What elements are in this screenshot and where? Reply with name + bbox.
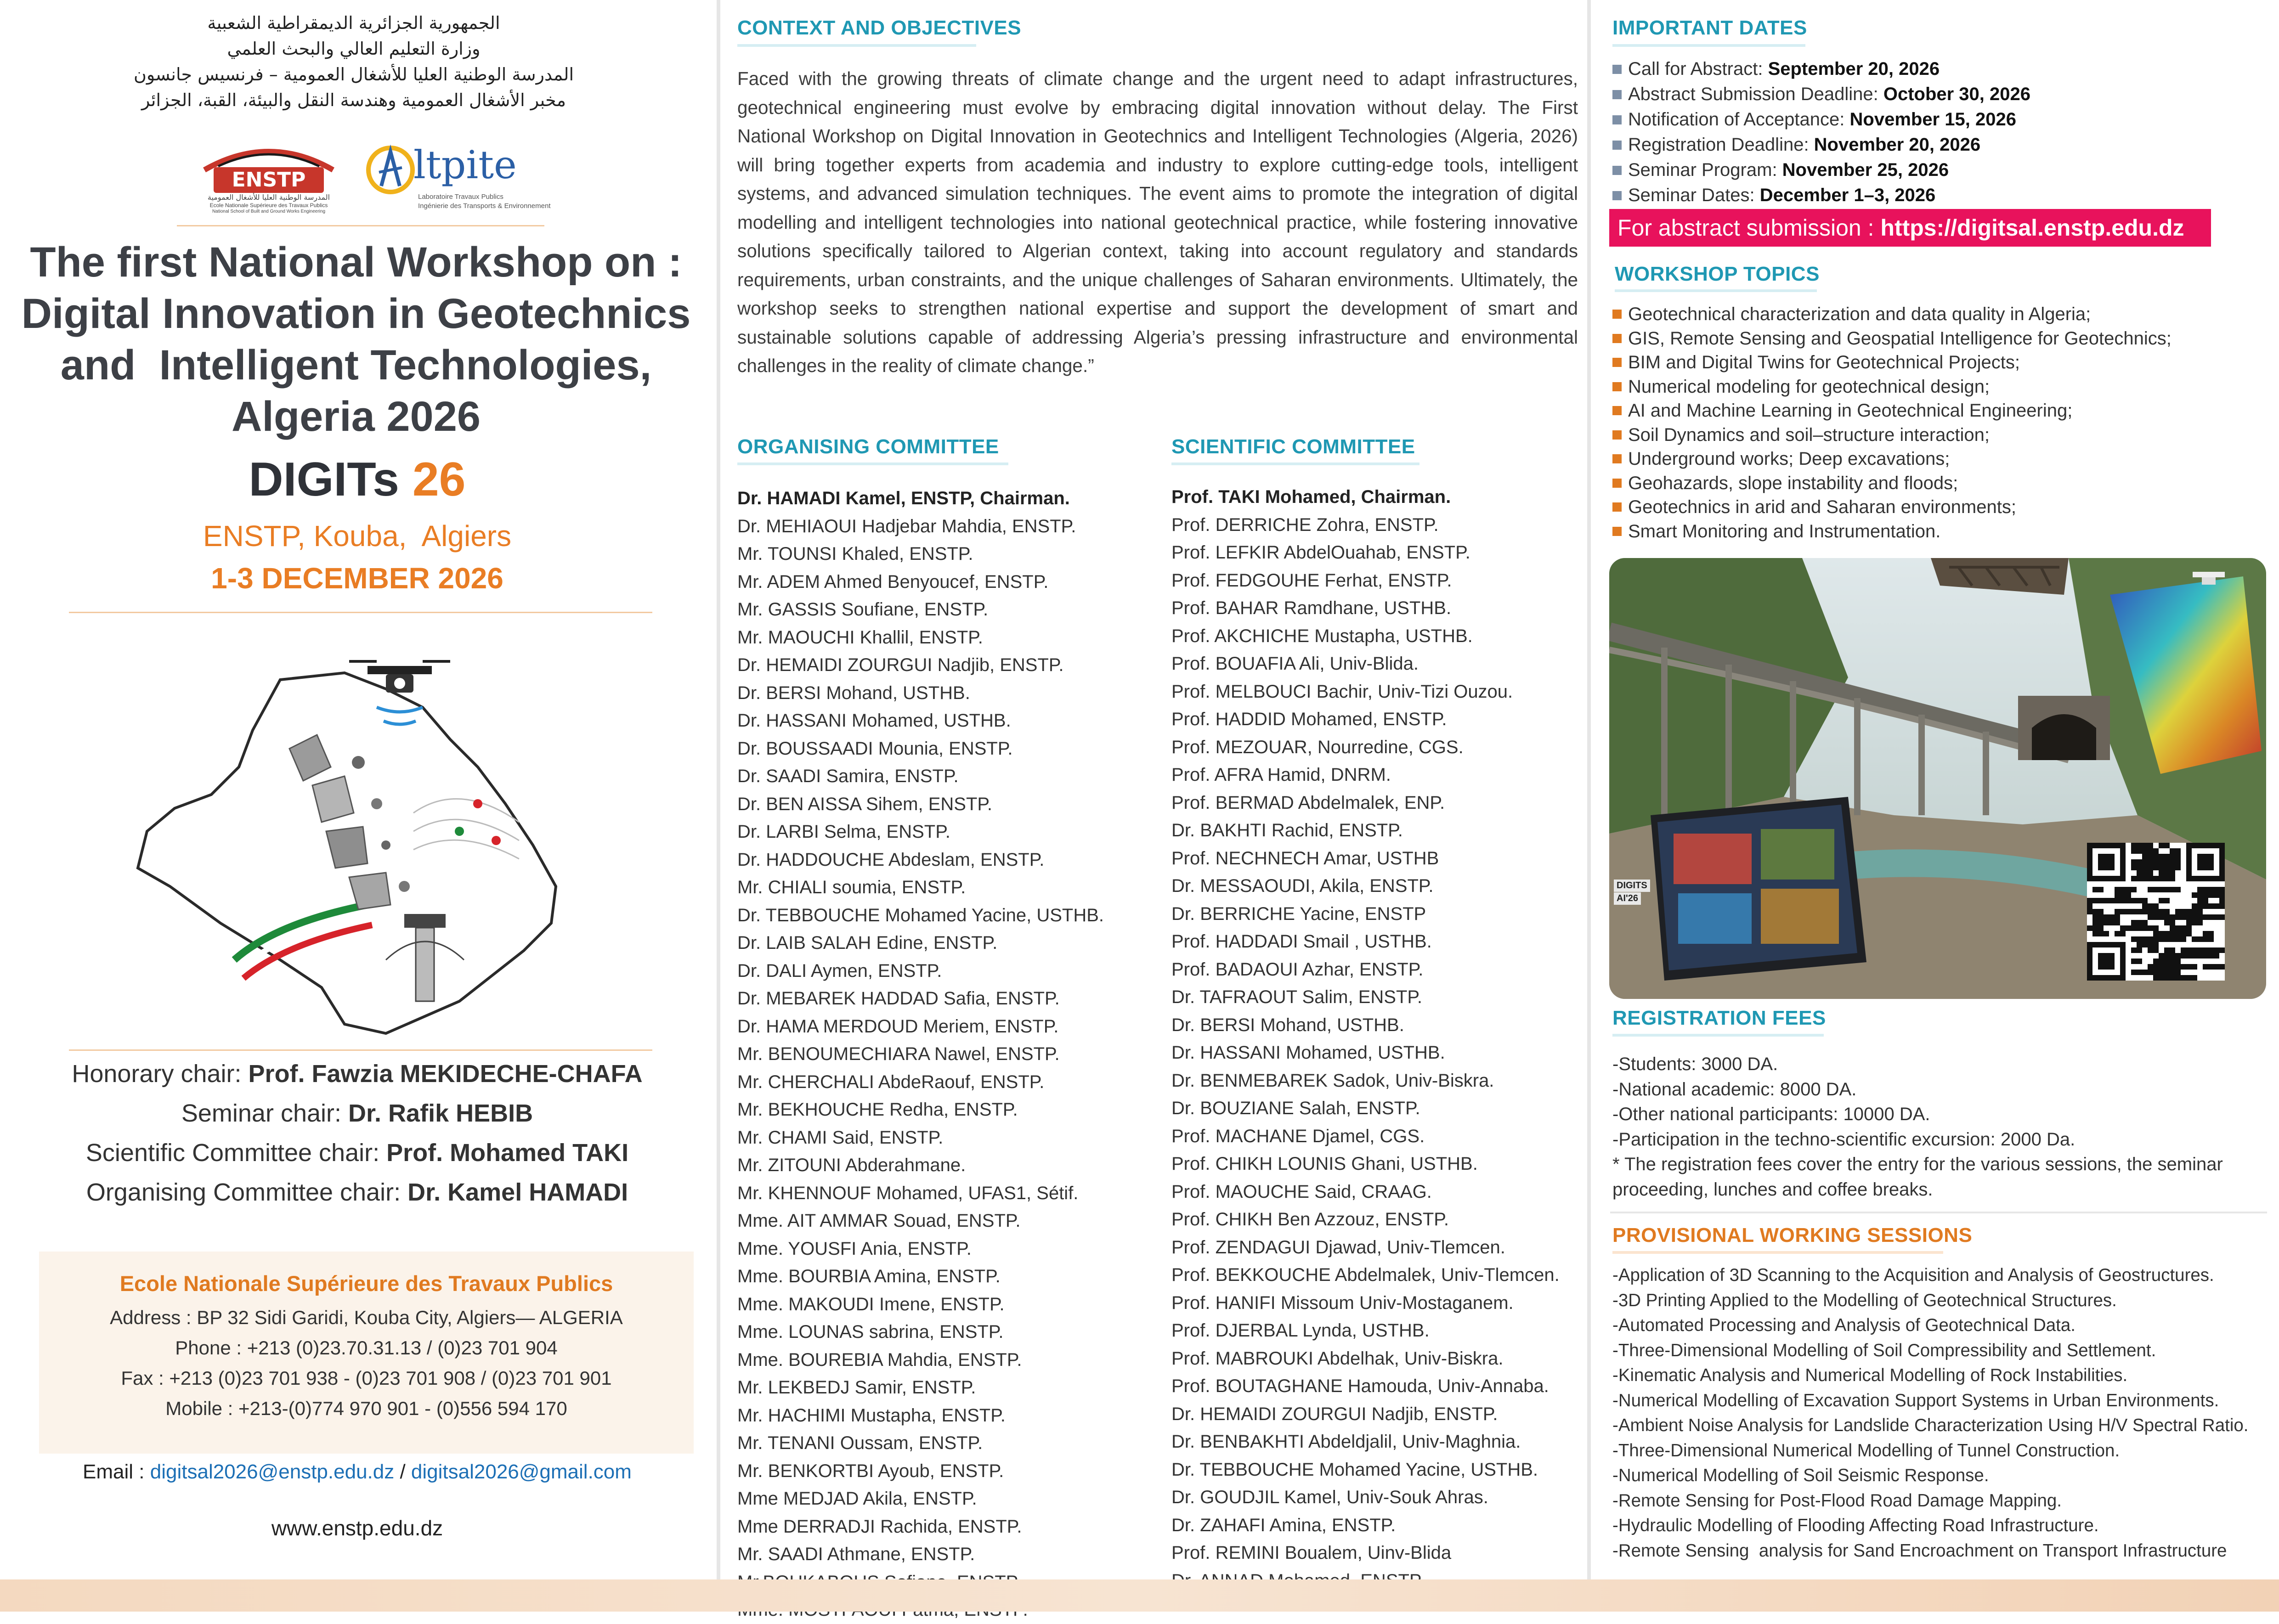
bullet-square-icon bbox=[1612, 358, 1622, 367]
committee-member: Mr. TOUNSI Khaled, ENSTP. bbox=[737, 544, 973, 564]
committee-member: Prof. MAOUCHE Said, CRAAG. bbox=[1171, 1181, 1432, 1202]
committee-member: Mme. AIT AMMAR Souad, ENSTP. bbox=[737, 1211, 1021, 1231]
date-label: Call for Abstract: bbox=[1628, 59, 1768, 79]
enstp-logo-french: Ecole Nationale Supérieure des Travaux Publics bbox=[209, 202, 328, 209]
committee-member: Dr. HEMAIDI ZOURGUI Nadjib, ENSTP. bbox=[737, 655, 1064, 675]
fee-item: -National academic: 8000 DA. bbox=[1612, 1079, 1857, 1100]
contact-address: Address : BP 32 Sidi Garidi, Kouba City, Algiers— ALGERIA bbox=[110, 1307, 623, 1328]
bullet-square-icon bbox=[1612, 406, 1622, 415]
committee-member: Prof. LEFKIR AbdelOuahab, ENSTP. bbox=[1171, 542, 1470, 563]
contact-phone: Phone : +213 (0)23.70.31.13 / (0)23 701 904 bbox=[175, 1337, 558, 1359]
committee-member: Mr. BEKHOUCHE Redha, ENSTP. bbox=[737, 1100, 1018, 1120]
topic-text: Underground works; Deep excavations; bbox=[1628, 449, 1950, 469]
bullet-square-icon bbox=[1612, 430, 1622, 440]
committee-member: Dr. BERRICHE Yacine, ENSTP bbox=[1171, 903, 1426, 924]
topic-text: AI and Machine Learning in Geotechnical Engineering; bbox=[1628, 400, 2073, 421]
chair-role: Scientific Committee chair: bbox=[85, 1139, 387, 1167]
topic-text: Geotechnics in arid and Saharan environments; bbox=[1628, 497, 2016, 517]
heading-underline bbox=[737, 462, 1008, 465]
committee-member: Dr. HADDOUCHE Abdeslam, ENSTP. bbox=[737, 849, 1045, 870]
date-item bbox=[1612, 107, 2030, 132]
date-label: Abstract Submission Deadline: bbox=[1628, 84, 1883, 104]
date-item bbox=[1612, 158, 2030, 183]
bullet-square-icon bbox=[1612, 90, 1622, 99]
committee-member: Prof. MELBOUCI Bachir, Univ-Tizi Ouzou. bbox=[1171, 681, 1513, 702]
ltpite-logo bbox=[363, 138, 551, 216]
topic-item bbox=[1612, 423, 2172, 447]
date-label: Notification of Acceptance: bbox=[1628, 109, 1850, 130]
committee-member: Dr. HEMAIDI ZOURGUI Nadjib, ENSTP. bbox=[1171, 1404, 1498, 1424]
event-acronym-text: DIGITs bbox=[249, 453, 399, 506]
topic-item bbox=[1612, 447, 2172, 471]
abstract-submission-banner[interactable] bbox=[1609, 209, 2211, 247]
committee-member: Prof. DERRICHE Zohra, ENSTP. bbox=[1171, 514, 1439, 535]
committee-member: Mr. BENKORTBI Ayoub, ENSTP. bbox=[737, 1460, 1004, 1481]
bridge-photo bbox=[1609, 558, 2266, 999]
date-item bbox=[1612, 183, 2030, 208]
date-value: November 25, 2026 bbox=[1782, 160, 1949, 180]
committee-member: Prof. CHIKH LOUNIS Ghani, USTHB. bbox=[1171, 1154, 1478, 1174]
committee-member: Mr. TENANI Oussam, ENSTP. bbox=[737, 1433, 983, 1453]
website-link[interactable]: www.enstp.edu.dz bbox=[271, 1516, 443, 1540]
event-title bbox=[18, 237, 694, 442]
date-value: November 15, 2026 bbox=[1849, 109, 2016, 130]
event-venue: ENSTP, Kouba, Algiers bbox=[203, 519, 512, 553]
committee-member: Mr. MAOUCHI Khallil, ENSTP. bbox=[737, 627, 983, 648]
session-item: -Numerical Modelling of Excavation Support Systems in Urban Environments. bbox=[1612, 1390, 2219, 1410]
column-separator bbox=[1587, 0, 1591, 1580]
date-item bbox=[1612, 82, 2030, 107]
fee-item: -Students: 3000 DA. bbox=[1612, 1054, 1778, 1074]
committee-member: Dr. BOUZIANE Salah, ENSTP. bbox=[1171, 1098, 1420, 1118]
committee-member: Mr. ZITOUNI Abderahmane. bbox=[737, 1155, 966, 1175]
ltpite-emblem-icon bbox=[363, 142, 418, 202]
committee-member: Mr. KHENNOUF Mohamed, UFAS1, Sétif. bbox=[737, 1183, 1079, 1203]
event-dates: 1-3 DECEMBER 2026 bbox=[211, 562, 503, 595]
chair-name: Prof. Fawzia MEKIDECHE-CHAFA bbox=[248, 1060, 643, 1088]
topic-item bbox=[1612, 519, 2172, 544]
scientific-heading: SCIENTIFIC COMMITTEE bbox=[1171, 435, 1415, 458]
date-value: November 20, 2026 bbox=[1814, 135, 1981, 155]
chair-role: Honorary chair: bbox=[72, 1060, 249, 1088]
committee-member: Prof. BEKKOUCHE Abdelmalek, Univ-Tlemcen. bbox=[1171, 1265, 1560, 1285]
topics-heading: WORKSHOP TOPICS bbox=[1615, 263, 1820, 285]
organising-heading: ORGANISING COMMITTEE bbox=[737, 435, 999, 458]
topic-item bbox=[1612, 399, 2172, 423]
committee-member: Prof. MABROUKI Abdelhak, Univ-Biskra. bbox=[1171, 1348, 1504, 1369]
topic-text: Numerical modeling for geotechnical design; bbox=[1628, 376, 1990, 397]
committee-member: Dr. TAFRAOUT Salim, ENSTP. bbox=[1171, 987, 1423, 1007]
heading-underline bbox=[1612, 1034, 1824, 1037]
laptop-sticker-line: AI'26 bbox=[1614, 892, 1641, 905]
chair-name: Dr. Rafik HEBIB bbox=[348, 1100, 533, 1127]
committee-member: Mme DERRADJI Rachida, ENSTP. bbox=[737, 1516, 1022, 1537]
committee-member: Dr. SAADI Samira, ENSTP. bbox=[737, 766, 959, 786]
committee-member: Prof. BAHAR Ramdhane, USTHB. bbox=[1171, 598, 1452, 618]
heading-underline bbox=[737, 44, 976, 47]
committee-member: Mme. MAKOUDI Imene, ENSTP. bbox=[737, 1294, 1005, 1314]
committee-member: Prof. DJERBAL Lynda, USTHB. bbox=[1171, 1320, 1430, 1341]
committee-member: Dr. BENBAKHTI Abdeldjalil, Univ-Maghnia. bbox=[1171, 1432, 1521, 1452]
bullet-square-icon bbox=[1612, 141, 1622, 150]
committee-member: Mme MEDJAD Akila, ENSTP. bbox=[737, 1489, 977, 1509]
session-item: -Numerical Modelling of Soil Seismic Response. bbox=[1612, 1466, 1989, 1485]
committee-member: Dr. MESSAOUDI, Akila, ENSTP. bbox=[1171, 876, 1434, 896]
committee-member: Dr. BENMEBAREK Sadok, Univ-Biskra. bbox=[1171, 1070, 1494, 1091]
session-item: -Remote Sensing for Post-Flood Road Damage Mapping. bbox=[1612, 1490, 2062, 1511]
chair-item bbox=[18, 1133, 696, 1173]
email-separator: / bbox=[394, 1460, 411, 1483]
divider bbox=[69, 1049, 652, 1051]
committee-member: Prof. CHIKH Ben Azzouz, ENSTP. bbox=[1171, 1209, 1449, 1229]
email-label: Email : bbox=[83, 1460, 150, 1483]
committee-member: Mr. GASSIS Soufiane, ENSTP. bbox=[737, 599, 989, 620]
chair-role: Seminar chair: bbox=[181, 1100, 349, 1127]
column-separator bbox=[717, 0, 720, 1580]
working-sessions-list bbox=[1612, 1263, 2269, 1563]
committee-member: Mr. CHAMI Said, ENSTP. bbox=[737, 1127, 944, 1148]
fee-item: * The registration fees cover the entry for the various sessions, the seminar proceeding, lunches and coffee breaks. bbox=[1612, 1154, 2223, 1200]
heading-underline bbox=[1171, 462, 1419, 465]
committee-member: Dr. HASSANI Mohamed, USTHB. bbox=[737, 710, 1011, 731]
enstp-logo-text: ENSTP bbox=[232, 168, 306, 192]
registration-fees-list bbox=[1612, 1052, 2265, 1202]
session-item: -Hydraulic Modelling of Flooding Affecting Road Infrastructure. bbox=[1612, 1516, 2099, 1535]
committee-member: Prof. HADDADI Smail , USTHB. bbox=[1171, 931, 1432, 952]
committee-member: Prof. MACHANE Djamel, CGS. bbox=[1171, 1126, 1425, 1146]
committee-member: Prof. AFRA Hamid, DNRM. bbox=[1171, 765, 1391, 785]
date-value: October 30, 2026 bbox=[1883, 84, 2031, 104]
qr-code[interactable] bbox=[2087, 843, 2225, 981]
topic-text: BIM and Digital Twins for Geotechnical Projects; bbox=[1628, 352, 2020, 372]
important-dates-list bbox=[1612, 56, 2030, 208]
date-item bbox=[1612, 132, 2030, 158]
fee-item: -Other national participants: 10000 DA. bbox=[1612, 1104, 1930, 1124]
committee-member: Mme. LOUNAS sabrina, ENSTP. bbox=[737, 1322, 1004, 1342]
date-value: December 1–3, 2026 bbox=[1759, 185, 1936, 205]
committee-member: Dr. MEBAREK HADDAD Safia, ENSTP. bbox=[737, 988, 1060, 1009]
committee-member: Dr. MEHIAOUI Hadjebar Mahdia, ENSTP. bbox=[737, 516, 1076, 536]
committee-member: Dr. BERSI Mohand, USTHB. bbox=[737, 682, 970, 703]
chair-role: Organising Committee chair: bbox=[86, 1179, 408, 1206]
committee-member: Mr. BENOUMECHIARA Nawel, ENSTP. bbox=[737, 1044, 1060, 1064]
committee-member: Mr. LEKBEDJ Samir, ENSTP. bbox=[737, 1377, 976, 1398]
chairs-list bbox=[18, 1054, 696, 1212]
committee-member: Prof. AKCHICHE Mustapha, USTHB. bbox=[1171, 626, 1473, 646]
bullet-square-icon bbox=[1612, 454, 1622, 463]
committee-member: Mme. BOURBIA Amina, ENSTP. bbox=[737, 1266, 1001, 1286]
topic-item bbox=[1612, 375, 2172, 399]
email-link[interactable]: digitsal2026@gmail.com bbox=[411, 1460, 632, 1483]
committee-member: Prof. BOUAFIA Ali, Univ-Blida. bbox=[1171, 654, 1419, 674]
committee-member: Prof. MEZOUAR, Nourredine, CGS. bbox=[1171, 737, 1464, 757]
committee-member: Mr. CHIALI soumia, ENSTP. bbox=[737, 877, 966, 897]
divider bbox=[177, 225, 544, 226]
left-column bbox=[0, 0, 714, 1580]
chair-item bbox=[18, 1173, 696, 1212]
bullet-square-icon bbox=[1612, 115, 1622, 124]
committee-member: Dr. HASSANI Mohamed, USTHB. bbox=[1171, 1043, 1445, 1063]
context-heading: CONTEXT AND OBJECTIVES bbox=[737, 17, 1022, 39]
contact-mobile: Mobile : +213-(0)774 970 901 - (0)556 594 170 bbox=[165, 1398, 567, 1419]
session-item: -Kinematic Analysis and Numerical Modelling of Rock Instabilities. bbox=[1612, 1365, 2128, 1385]
committee-member: Mr. CHERCHALI AbdeRaouf, ENSTP. bbox=[737, 1071, 1045, 1092]
event-title-line: Digital Innovation in Geotechnics bbox=[21, 290, 691, 337]
date-label: Seminar Program: bbox=[1628, 160, 1782, 180]
enstp-logo bbox=[195, 138, 342, 216]
committee-member: Prof. FEDGOUHE Ferhat, ENSTP. bbox=[1171, 570, 1452, 591]
topic-item bbox=[1612, 327, 2172, 351]
laptop-sticker-line: DIGITS bbox=[1614, 880, 1650, 892]
committee-member: Dr. TEBBOUCHE Mohamed Yacine, USTHB. bbox=[1171, 1459, 1538, 1480]
contact-email bbox=[0, 1460, 714, 1483]
committee-member: Dr. BEN AISSA Sihem, ENSTP. bbox=[737, 794, 993, 814]
topic-item bbox=[1612, 350, 2172, 375]
topic-text: Smart Monitoring and Instrumentation. bbox=[1628, 521, 1941, 541]
topic-item bbox=[1612, 471, 2172, 496]
session-item: -Application of 3D Scanning to the Acquisition and Analysis of Geostructures. bbox=[1612, 1265, 2214, 1285]
organising-committee-list bbox=[737, 485, 1151, 1624]
committee-member: Prof. ZENDAGUI Djawad, Univ-Tlemcen. bbox=[1171, 1237, 1505, 1257]
bullet-square-icon bbox=[1612, 65, 1622, 74]
arabic-line: المدرسة الوطنية العليا للأشغال العمومية – فرنسيس جانسون bbox=[133, 64, 574, 85]
bullet-square-icon bbox=[1612, 310, 1622, 319]
session-item: -Remote Sensing analysis for Sand Encroachment on Transport Infrastructure bbox=[1612, 1540, 2227, 1561]
event-acronym bbox=[0, 452, 714, 507]
abstract-url-link[interactable]: https://digitsal.enstp.edu.dz bbox=[1880, 215, 2184, 241]
committee-member: Mr. ADEM Ahmed Benyoucef, ENSTP. bbox=[737, 571, 1049, 592]
bullet-square-icon bbox=[1612, 191, 1622, 200]
date-label: Seminar Dates: bbox=[1628, 185, 1760, 205]
divider bbox=[69, 612, 652, 613]
event-title-line: and Intelligent Technologies, bbox=[60, 342, 652, 389]
scientific-chairman: Prof. TAKI Mohamed, Chairman. bbox=[1171, 487, 1451, 507]
committee-member: Dr. LAIB SALAH Edine, ENSTP. bbox=[737, 933, 998, 953]
topic-item bbox=[1612, 495, 2172, 519]
bullet-square-icon bbox=[1612, 479, 1622, 488]
contact-box bbox=[39, 1252, 694, 1454]
event-acronym-number: 26 bbox=[412, 453, 466, 506]
event-title-line: Algeria 2026 bbox=[231, 393, 481, 440]
algeria-map-illustration bbox=[129, 629, 565, 1043]
arabic-line: الجمهورية الجزائرية الديمقراطية الشعبية bbox=[207, 13, 500, 33]
session-item: -Automated Processing and Analysis of Geotechnical Data. bbox=[1612, 1315, 2075, 1335]
divider bbox=[1610, 1212, 2267, 1213]
workshop-topics-list bbox=[1612, 302, 2172, 543]
committee-member: Dr. HAMA MERDOUD Meriem, ENSTP. bbox=[737, 1016, 1059, 1037]
bullet-square-icon bbox=[1612, 166, 1622, 175]
fees-heading: REGISTRATION FEES bbox=[1612, 1007, 1826, 1029]
arabic-line: مخبر الأشغال العمومية وهندسة النقل والبيئة، القبة، الجزائر bbox=[141, 90, 566, 110]
heading-underline bbox=[1612, 1251, 1943, 1254]
committee-member: Dr. TEBBOUCHE Mohamed Yacine, USTHB. bbox=[737, 905, 1104, 925]
arabic-header bbox=[64, 10, 643, 113]
committee-member: Dr. LARBI Selma, ENSTP. bbox=[737, 822, 950, 842]
bullet-square-icon bbox=[1612, 527, 1622, 536]
committee-member: Mme. BOUREBIA Mahdia, ENSTP. bbox=[737, 1349, 1022, 1370]
committee-member: Prof. NECHNECH Amar, USTHB bbox=[1171, 848, 1439, 868]
committee-member: Dr. BAKHTI Rachid, ENSTP. bbox=[1171, 820, 1403, 840]
session-item: -Ambient Noise Analysis for Landslide Characterization Using H/V Spectral Ratio. bbox=[1612, 1415, 2249, 1435]
committee-member: Dr. BERSI Mohand, USTHB. bbox=[1171, 1015, 1404, 1035]
session-item: -Three-Dimensional Numerical Modelling of Tunnel Construction. bbox=[1612, 1440, 2120, 1460]
abstract-label: For abstract submission : bbox=[1617, 215, 1881, 241]
session-item: -Three-Dimensional Modelling of Soil Compressibility and Settlement. bbox=[1612, 1340, 2156, 1360]
date-label: Registration Deadline: bbox=[1628, 135, 1814, 155]
topic-text: Soil Dynamics and soil–structure interaction; bbox=[1628, 424, 1990, 445]
committee-member: Prof. HADDID Mohamed, ENSTP. bbox=[1171, 709, 1447, 729]
contact-fax: Fax : +213 (0)23 701 938 - (0)23 701 908 / (0)23 701 901 bbox=[121, 1367, 612, 1389]
bullet-square-icon bbox=[1612, 382, 1622, 391]
committee-member: Dr. GOUDJIL Kamel, Univ-Souk Ahras. bbox=[1171, 1487, 1488, 1507]
topic-text: Geohazards, slope instability and floods; bbox=[1628, 473, 1958, 493]
committee-member: Prof. REMINI Boualem, Uinv-Blida bbox=[1171, 1543, 1452, 1563]
committee-member: Prof. HANIFI Missoum Univ-Mostaganem. bbox=[1171, 1292, 1514, 1313]
committee-member: Prof. BERMAD Abdelmalek, ENP. bbox=[1171, 792, 1445, 813]
organising-chairman: Dr. HAMADI Kamel, ENSTP, Chairman. bbox=[737, 488, 1070, 508]
chair-name: Prof. Mohamed TAKI bbox=[386, 1139, 629, 1167]
date-value: September 20, 2026 bbox=[1768, 59, 1940, 79]
ltpite-logo-sub1: Laboratoire Travaux Publics bbox=[418, 193, 503, 201]
topic-item bbox=[1612, 302, 2172, 327]
committee-member: Mme. YOUSFI Ania, ENSTP. bbox=[737, 1238, 972, 1259]
topic-text: GIS, Remote Sensing and Geospatial Intelligence for Geotechnics; bbox=[1628, 328, 2172, 349]
chair-name: Dr. Kamel HAMADI bbox=[407, 1179, 628, 1206]
bullet-square-icon bbox=[1612, 334, 1622, 343]
institution-name: Ecole Nationale Supérieure des Travaux Publics bbox=[119, 1271, 613, 1296]
committee-member: Mr. HACHIMI Mustapha, ENSTP. bbox=[737, 1405, 1006, 1426]
ltpite-logo-sub2: Ingénierie des Transports & Environnement bbox=[418, 202, 551, 210]
sessions-heading: PROVISIONAL WORKING SESSIONS bbox=[1612, 1224, 1973, 1246]
ltpite-logo-text: ltpite bbox=[413, 142, 517, 187]
heading-underline bbox=[1615, 289, 1817, 292]
heading-underline bbox=[1612, 44, 1805, 47]
fee-item: -Participation in the techno-scientific excursion: 2000 Da. bbox=[1612, 1129, 2075, 1150]
committee-member: Prof. BADAOUI Azhar, ENSTP. bbox=[1171, 959, 1424, 980]
chair-item bbox=[18, 1094, 696, 1133]
chair-item bbox=[18, 1054, 696, 1094]
session-item: -3D Printing Applied to the Modelling of Geotechnical Structures. bbox=[1612, 1290, 2117, 1310]
context-text: Faced with the growing threats of climate change and the urgent need to adapt infrastructures, geotechnical engineering must evolve by embracing digital innovation without delay. The First National Workshop on Digital Innovation in Geotechnics and Intelligent Technologies (Algeria, 2026) will bring together experts from academia and industry to explore cutting-edge tools, intelligent systems, and advanced simulation techniques. The event aims to promote the integration of digital modelling and intelligent technologies into national geotechnical practice, while fostering innovative solutions specifically tailored to Algerian context, taking into account regulatory and standards requirements, urban constraints, and the unique challenges of Saharan environments. Ultimately, the workshop seeks to strengthen national expertise and support the development of smart and sustainable solutions capable of addressing Algeria’s pressing infrastructure and environmental challenges in the reality of climate change.” bbox=[737, 68, 1578, 376]
committee-member: Dr. BOUSSAADI Mounia, ENSTP. bbox=[737, 738, 1013, 759]
enstp-logo-arabic: المدرسة الوطنية العليا للأشغال العمومية bbox=[207, 193, 330, 202]
date-item bbox=[1612, 56, 2030, 82]
dates-heading: IMPORTANT DATES bbox=[1612, 17, 1807, 39]
email-link[interactable]: digitsal2026@enstp.edu.dz bbox=[150, 1460, 395, 1483]
bottom-decorative-band bbox=[0, 1579, 2279, 1612]
committee-member: Dr. ZAHAFI Amina, ENSTP. bbox=[1171, 1515, 1396, 1535]
arabic-line: وزارة التعليم العالي والبحث العلمي bbox=[227, 39, 481, 59]
enstp-logo-english: National School of Built and Ground Works Engineering bbox=[212, 209, 326, 214]
bullet-square-icon bbox=[1612, 502, 1622, 512]
committee-member: Dr. DALI Aymen, ENSTP. bbox=[737, 960, 942, 981]
topic-text: Geotechnical characterization and data quality in Algeria; bbox=[1628, 304, 2091, 324]
committee-member: Mr. SAADI Athmane, ENSTP. bbox=[737, 1544, 975, 1564]
event-title-line: The first National Workshop on : bbox=[30, 239, 682, 286]
scientific-committee-list bbox=[1171, 483, 1587, 1595]
qr-code-icon bbox=[2087, 843, 2225, 981]
committee-member: Prof. BOUTAGHANE Hamouda, Univ-Annaba. bbox=[1171, 1376, 1549, 1396]
